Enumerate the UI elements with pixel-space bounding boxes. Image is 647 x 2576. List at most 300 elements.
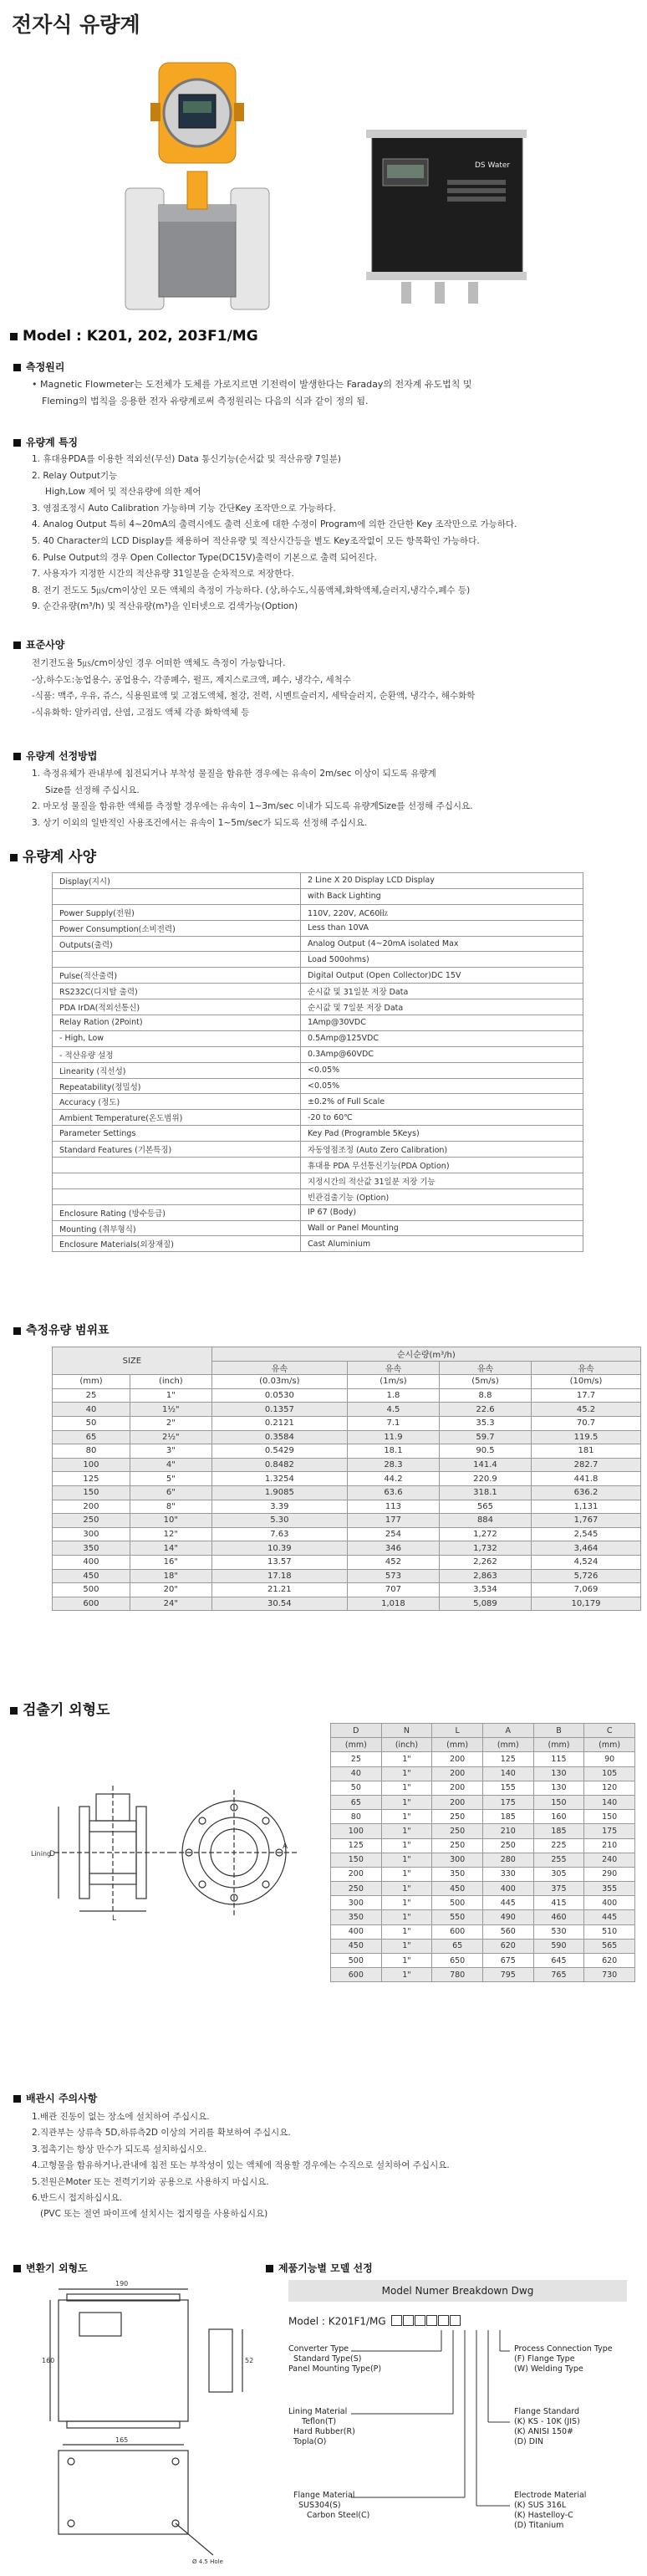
table-cell: 35.3 xyxy=(439,1416,531,1430)
table-cell: 3,464 xyxy=(532,1541,641,1556)
table-cell: 50 xyxy=(53,1416,130,1430)
table-cell: 5.30 xyxy=(211,1514,347,1528)
list-item: High,Low 제어 및 적산유량에 의한 제어 xyxy=(45,487,201,498)
table-cell: 415 xyxy=(533,1896,584,1910)
table-row xyxy=(331,1954,635,1968)
table-cell: 250 xyxy=(432,1810,483,1824)
dim-label-a: A xyxy=(283,1843,288,1851)
table-cell: 330 xyxy=(482,1867,533,1881)
table-cell: 565 xyxy=(584,1939,635,1953)
dim-header: L xyxy=(432,1724,483,1738)
spec-value: <0.05% xyxy=(301,1078,583,1094)
dim-header: C xyxy=(584,1724,635,1738)
table-cell: 105 xyxy=(584,1766,635,1781)
table-cell: 181 xyxy=(532,1444,641,1459)
table-cell: 30.54 xyxy=(211,1597,347,1611)
table-cell: 600 xyxy=(331,1968,382,1982)
principle-heading: 측정원리 xyxy=(13,360,64,374)
list-item: 1. 휴대용PDA를 이용한 적외선(무선) Data 통신기능(순서값 및 적산유량 7일분) xyxy=(32,454,341,464)
table-cell: 240 xyxy=(584,1853,635,1867)
unit-cell: (1m/s) xyxy=(347,1375,439,1389)
table-cell: 140 xyxy=(584,1795,635,1809)
table-cell: 795 xyxy=(482,1968,533,1982)
table-row xyxy=(53,1094,583,1110)
flow-header: 순시순량(m³/h) xyxy=(211,1347,640,1362)
principle-text: • Magnetic Flowmeter는 도전체가 도체를 가로지르면 기전력이 발생한다는 Faraday의 전자계 유도법칙 및 Fleming의 법칙을 응용한 전자 유량계로써 측정원리는 다음의 식과 같이 정의 됨. xyxy=(32,379,472,406)
piping-heading: 배관시 주의사항 xyxy=(13,2091,97,2105)
spec-value: 0.3Amp@60VDC xyxy=(301,1046,583,1062)
bullet-square-icon xyxy=(13,2265,21,2272)
table-cell: 175 xyxy=(482,1795,533,1809)
table-cell: 250 xyxy=(482,1838,533,1853)
table-cell: 5,089 xyxy=(439,1597,531,1611)
table-cell: 11.9 xyxy=(347,1430,439,1444)
spec-value: 지정시간의 적산값 31일분 저장 기능 xyxy=(301,1173,583,1188)
list-item: -상,하수도:농업용수, 공업용수, 각종폐수, 펄프, 제지스로크액, 폐수, 냉각수, 세척수 xyxy=(32,674,351,685)
dim-unit: (mm) xyxy=(482,1738,533,1752)
table-cell: 90 xyxy=(584,1752,635,1766)
spec-label: Pulse(적산출력) xyxy=(53,968,301,984)
table-cell: 65 xyxy=(53,1430,130,1444)
table-cell: 450 xyxy=(53,1569,130,1583)
features-heading: 유량계 특징 xyxy=(13,435,78,449)
flowmeter-image xyxy=(125,63,269,309)
table-cell: 452 xyxy=(347,1555,439,1569)
lining-label: Lining xyxy=(31,1850,52,1858)
list-item: 3. 영점조정시 Auto Calibration 가능하며 기능 간단Key 조작만으로 가능하다. xyxy=(32,503,336,514)
table-row xyxy=(331,1853,635,1867)
bullet-square-icon xyxy=(266,2265,273,2272)
spec-label: Standard Features (기본특징) xyxy=(53,1142,301,1158)
table-row xyxy=(53,904,583,920)
table-cell: 1.9085 xyxy=(211,1485,347,1500)
table-cell: 45.2 xyxy=(532,1403,641,1417)
table-cell: 141.4 xyxy=(439,1458,531,1472)
spec-value: 2 Line X 20 Display LCD Display xyxy=(301,873,583,889)
table-cell: 28.3 xyxy=(347,1458,439,1472)
dim-header: B xyxy=(533,1724,584,1738)
table-cell: 400 xyxy=(584,1896,635,1910)
table-cell: 400 xyxy=(331,1924,382,1939)
applications-list xyxy=(32,656,642,721)
table-cell: 1" xyxy=(381,1853,432,1867)
table-cell: 2,262 xyxy=(439,1555,531,1569)
table-row xyxy=(53,1158,583,1173)
table-row xyxy=(53,1500,641,1514)
table-header-row xyxy=(331,1724,635,1738)
bullet-square-icon xyxy=(10,854,18,861)
spec-label xyxy=(53,1173,301,1188)
table-row xyxy=(53,1597,641,1611)
list-item: -식품: 맥주, 우유, 쥬스, 식용원료액 및 고점도액체, 철강, 전력, 시멘트슬러지, 세탁슬러지, 순환액, 냉각수, 해수화학 xyxy=(32,691,476,702)
table-row xyxy=(53,1110,583,1126)
model-code-boxes xyxy=(391,2315,461,2328)
velocity-header: 유속 xyxy=(439,1361,531,1375)
table-cell: 155 xyxy=(482,1781,533,1795)
table-row xyxy=(331,1896,635,1910)
spec-value: Less than 10VA xyxy=(301,920,583,936)
table-cell: 707 xyxy=(347,1583,439,1597)
table-cell: 600 xyxy=(53,1597,130,1611)
dim-unit: (mm) xyxy=(533,1738,584,1752)
dim-top-label: 190 xyxy=(115,2280,129,2287)
model-breakdown-title: Model Numer Breakdown Dwg xyxy=(288,2280,627,2302)
table-cell: 282.7 xyxy=(532,1458,641,1472)
table-cell: 150 xyxy=(331,1853,382,1867)
table-cell: 290 xyxy=(584,1867,635,1881)
table-cell: 445 xyxy=(482,1896,533,1910)
table-cell: 185 xyxy=(482,1810,533,1824)
table-cell: 400 xyxy=(482,1882,533,1896)
table-cell: 1" xyxy=(381,1795,432,1809)
table-cell: 7.63 xyxy=(211,1527,347,1541)
spec-label xyxy=(53,1188,301,1204)
table-row xyxy=(53,1541,641,1556)
table-cell: 530 xyxy=(533,1924,584,1939)
converter-image xyxy=(366,130,527,304)
list-item: 5.전원은Moter 또는 전력기기와 공용으로 사용하지 마십시요. xyxy=(32,2176,269,2187)
electrode-material-group: Electrode Material (K) SUS 316L (K) Hastelloy-C (D) Titanium xyxy=(514,2491,587,2530)
table-cell: 18.1 xyxy=(347,1444,439,1459)
spec-value: 1Amp@30VDC xyxy=(301,1015,583,1031)
table-cell: 0.2121 xyxy=(211,1416,347,1430)
table-cell: 2" xyxy=(130,1416,211,1430)
table-row xyxy=(53,1569,641,1583)
spec-label: Linearity (직선성) xyxy=(53,1062,301,1078)
table-cell: 175 xyxy=(584,1824,635,1838)
spec-label xyxy=(53,952,301,968)
list-item: -식유화학: 알카리염, 산염, 고점도 액체 각종 화학액체 등 xyxy=(32,707,250,718)
table-cell: 115 xyxy=(533,1752,584,1766)
table-cell: 1,732 xyxy=(439,1541,531,1556)
table-cell: 1½" xyxy=(130,1403,211,1417)
spec-label xyxy=(53,1158,301,1173)
table-cell: 10,179 xyxy=(532,1597,641,1611)
table-cell: 250 xyxy=(432,1824,483,1838)
table-row xyxy=(331,1795,635,1809)
table-cell: 1,018 xyxy=(347,1597,439,1611)
table-row xyxy=(331,1838,635,1853)
table-cell: 450 xyxy=(331,1939,382,1953)
table-cell: 780 xyxy=(432,1968,483,1982)
dim-right-label: 52 xyxy=(245,2357,254,2364)
dim-unit: (mm) xyxy=(432,1738,483,1752)
dim-unit: (mm) xyxy=(584,1738,635,1752)
table-cell: 18" xyxy=(130,1569,211,1583)
table-cell: 500 xyxy=(331,1954,382,1968)
list-item: 2. Relay Output기능 xyxy=(32,470,118,481)
spec-value: ±0.2% of Full Scale xyxy=(301,1094,583,1110)
table-row xyxy=(53,968,583,984)
bullet-square-icon xyxy=(13,439,21,447)
table-cell: 445 xyxy=(584,1910,635,1924)
size-header: SIZE xyxy=(53,1347,212,1375)
table-cell: 8.8 xyxy=(439,1388,531,1403)
detector-drawing xyxy=(29,1769,305,1924)
table-cell: 1,767 xyxy=(532,1514,641,1528)
list-item: 6.반드시 접지하십시요. xyxy=(32,2193,122,2204)
model-left-groups xyxy=(288,2344,389,2521)
table-cell: 280 xyxy=(482,1853,533,1867)
spec-label: Outputs(출력) xyxy=(53,936,301,952)
table-cell: 100 xyxy=(53,1458,130,1472)
applications-heading: 표준사양 xyxy=(13,637,64,652)
spec-label: PDA IrDA(적외선통신) xyxy=(53,999,301,1015)
converter-brand-text: DS Water xyxy=(475,161,511,170)
table-cell: 400 xyxy=(53,1555,130,1569)
dim-header: D xyxy=(331,1724,382,1738)
spec-value: 자동영점조정 (Auto Zero Calibration) xyxy=(301,1142,583,1158)
table-row xyxy=(331,1939,635,1953)
table-cell: 730 xyxy=(584,1968,635,1982)
spec-value: Wall or Panel Mounting xyxy=(301,1220,583,1236)
table-cell: 1.3254 xyxy=(211,1472,347,1486)
converter-type-group: Converter Type Standard Type(S) Panel Mounting Type(P) xyxy=(288,2344,382,2374)
table-row xyxy=(53,1430,641,1444)
table-cell: 573 xyxy=(347,1569,439,1583)
selection-list xyxy=(32,766,642,831)
spec-table-wrap xyxy=(52,872,583,1252)
range-table xyxy=(52,1347,641,1611)
table-cell: 0.5429 xyxy=(211,1444,347,1459)
table-cell: 620 xyxy=(584,1954,635,1968)
unit-cell: (inch) xyxy=(130,1375,211,1389)
table-cell: 3" xyxy=(130,1444,211,1459)
table-cell: 250 xyxy=(432,1838,483,1853)
table-cell: 1" xyxy=(381,1910,432,1924)
table-cell: 510 xyxy=(584,1924,635,1939)
table-cell: 1" xyxy=(381,1838,432,1853)
table-cell: 560 xyxy=(482,1924,533,1939)
table-cell: 177 xyxy=(347,1514,439,1528)
table-cell: 21.21 xyxy=(211,1583,347,1597)
table-cell: 200 xyxy=(432,1766,483,1781)
page-title: 전자식 유량계 xyxy=(12,13,140,37)
table-cell: 250 xyxy=(53,1514,130,1528)
spec-label: Mounting (취부형식) xyxy=(53,1220,301,1236)
spec-label: - 적산유량 설정 xyxy=(53,1046,301,1062)
table-cell: 490 xyxy=(482,1910,533,1924)
spec-value: 휴대용 PDA 무선통신기능(PDA Option) xyxy=(301,1158,583,1173)
table-cell: 7,069 xyxy=(532,1583,641,1597)
table-row xyxy=(53,1173,583,1188)
table-cell: 113 xyxy=(347,1500,439,1514)
table-cell: 300 xyxy=(53,1527,130,1541)
table-row xyxy=(53,1416,641,1430)
table-cell: 6" xyxy=(130,1485,211,1500)
table-cell: 590 xyxy=(533,1939,584,1953)
table-cell: 119.5 xyxy=(532,1430,641,1444)
table-cell: 645 xyxy=(533,1954,584,1968)
velocity-header: 유속 xyxy=(347,1361,439,1375)
table-row xyxy=(53,1126,583,1142)
table-row xyxy=(53,888,583,904)
selection-heading: 유량계 선정방법 xyxy=(13,749,97,763)
table-row xyxy=(331,1766,635,1781)
table-cell: 65 xyxy=(432,1939,483,1953)
table-cell: 125 xyxy=(53,1472,130,1486)
bullet-square-icon xyxy=(10,1707,18,1715)
spec-value: Cast Aluminium xyxy=(301,1236,583,1252)
table-row xyxy=(53,873,583,889)
table-cell: 2,863 xyxy=(439,1569,531,1583)
table-row xyxy=(53,999,583,1015)
table-cell: 3,534 xyxy=(439,1583,531,1597)
table-cell: 255 xyxy=(533,1853,584,1867)
dim-table-wrap xyxy=(330,1723,635,1982)
table-cell: 254 xyxy=(347,1527,439,1541)
table-cell: 0.8482 xyxy=(211,1458,347,1472)
table-cell: 1" xyxy=(381,1954,432,1968)
table-row xyxy=(53,1514,641,1528)
range-table-wrap xyxy=(52,1347,641,1611)
table-cell: 300 xyxy=(331,1896,382,1910)
list-item: 4.고형물을 함유하거나,관내에 침전 또는 부착성이 있는 액체에 적용할 경우에는 수직으로 설치하여 주십시요. xyxy=(32,2160,450,2171)
table-cell: 25 xyxy=(53,1388,130,1403)
table-cell: 0.1357 xyxy=(211,1403,347,1417)
dim-label-d: D xyxy=(49,1850,55,1858)
table-row xyxy=(53,1444,641,1459)
table-cell: 70.7 xyxy=(532,1416,641,1430)
table-cell: 4.5 xyxy=(347,1403,439,1417)
table-cell: 4" xyxy=(130,1458,211,1472)
table-cell: 650 xyxy=(432,1954,483,1968)
table-cell: 130 xyxy=(533,1766,584,1781)
spec-heading: 유량계 사양 xyxy=(10,845,96,866)
velocity-header: 유속 xyxy=(211,1361,347,1375)
table-row xyxy=(53,1375,641,1389)
bullet-square-icon xyxy=(13,2095,21,2103)
table-row xyxy=(53,1030,583,1046)
product-image xyxy=(117,46,527,322)
table-cell: 140 xyxy=(482,1766,533,1781)
bullet-square-icon xyxy=(13,364,21,371)
model-select-heading: 제품기능별 모델 선정 xyxy=(266,2261,373,2275)
bullet-square-icon xyxy=(10,333,18,340)
table-row xyxy=(53,1472,641,1486)
table-row xyxy=(331,1968,635,1982)
list-item: 5. 40 Character의 LCD Display를 채용하여 적산유량 및 적산시간등을 별도 Key조작없이 모든 항목확인 가능하다. xyxy=(32,535,480,546)
table-cell: 210 xyxy=(584,1838,635,1853)
table-cell: 200 xyxy=(331,1867,382,1881)
table-cell: 24" xyxy=(130,1597,211,1611)
spec-label: Accuracy (정도) xyxy=(53,1094,301,1110)
table-row xyxy=(53,1236,583,1252)
spec-value: Load 500ohms) xyxy=(301,952,583,968)
table-cell: 1" xyxy=(381,1968,432,1982)
table-cell: 350 xyxy=(53,1541,130,1556)
table-cell: 765 xyxy=(533,1968,584,1982)
spec-label: Parameter Settings xyxy=(53,1126,301,1142)
table-cell: 200 xyxy=(432,1752,483,1766)
table-cell: 120 xyxy=(584,1781,635,1795)
table-row xyxy=(331,1810,635,1824)
list-item: 8. 전기 전도도 5㎲/cm이상인 모든 액체의 측정이 가능하다. (상,하수도,식품액체,화학액체,슬러지,냉각수,폐수 등) xyxy=(32,585,471,595)
spec-label: Repeatability(정밀성) xyxy=(53,1078,301,1094)
spec-value: 빈관검출기능 (Option) xyxy=(301,1188,583,1204)
table-cell: 80 xyxy=(331,1810,382,1824)
dim-label-l: L xyxy=(112,1914,117,1923)
table-cell: 13.57 xyxy=(211,1555,347,1569)
table-cell: 441.8 xyxy=(532,1472,641,1486)
dim-header: N xyxy=(381,1724,432,1738)
table-cell: 636.2 xyxy=(532,1485,641,1500)
spec-value: Digital Output (Open Collector)DC 15V xyxy=(301,968,583,984)
table-cell: 1" xyxy=(381,1924,432,1939)
unit-cell: (0.03m/s) xyxy=(211,1375,347,1389)
table-row xyxy=(331,1882,635,1896)
table-cell: 350 xyxy=(432,1867,483,1881)
dim-unit: (mm) xyxy=(331,1738,382,1752)
table-cell: 500 xyxy=(432,1896,483,1910)
table-cell: 22.6 xyxy=(439,1403,531,1417)
table-cell: 225 xyxy=(533,1838,584,1853)
spec-value: Key Pad (Programble 5Keys) xyxy=(301,1126,583,1142)
table-cell: 2,545 xyxy=(532,1527,641,1541)
table-cell: 1" xyxy=(381,1896,432,1910)
model-code: Model : K201F1/MG xyxy=(288,2315,461,2328)
spec-label: Relay Ration (2Point) xyxy=(53,1015,301,1031)
table-cell: 300 xyxy=(432,1853,483,1867)
table-row xyxy=(53,1204,583,1220)
spec-value: 순시값 및 31일분 저장 Data xyxy=(301,984,583,999)
table-cell: 8" xyxy=(130,1500,211,1514)
list-item: 2.직관부는 상류측 5D,하류측2D 이상의 거리를 확보하여 주십시요. xyxy=(32,2128,291,2139)
table-row xyxy=(53,1015,583,1031)
table-cell: 3.39 xyxy=(211,1500,347,1514)
dim-bottom-label: 165 xyxy=(115,2436,129,2444)
table-cell: 185 xyxy=(533,1824,584,1838)
table-cell: 200 xyxy=(432,1795,483,1809)
table-row xyxy=(53,1046,583,1062)
dim-header: A xyxy=(482,1724,533,1738)
model-heading: Model : K201, 202, 203F1/MG xyxy=(10,328,258,345)
spec-table xyxy=(52,872,583,1252)
table-cell: 50 xyxy=(331,1781,382,1795)
table-cell: 1,272 xyxy=(439,1527,531,1541)
table-cell: 318.1 xyxy=(439,1485,531,1500)
dim-hole-label: Ø 4.5 Hole xyxy=(192,2558,223,2565)
flange-material-group: Flange Material SUS304(S) Carbon Steel(C) xyxy=(293,2491,370,2520)
table-cell: 675 xyxy=(482,1954,533,1968)
table-row xyxy=(331,1924,635,1939)
table-cell: 1" xyxy=(381,1939,432,1953)
table-cell: 350 xyxy=(331,1910,382,1924)
table-cell: 450 xyxy=(432,1882,483,1896)
table-cell: 5" xyxy=(130,1472,211,1486)
table-cell: 565 xyxy=(439,1500,531,1514)
list-item: 3.접촉기는 항상 만수가 되도록 설치하십시오. xyxy=(32,2144,207,2154)
table-header-row xyxy=(331,1738,635,1752)
table-cell: 1" xyxy=(381,1752,432,1766)
table-cell: 600 xyxy=(432,1924,483,1939)
table-cell: 200 xyxy=(53,1500,130,1514)
list-item: 1.배관 진동이 없는 장소에 설치하여 주십시요. xyxy=(32,2112,210,2122)
spec-label: Power Supply(전원) xyxy=(53,904,301,920)
spec-value: -20 to 60℃ xyxy=(301,1110,583,1126)
table-row xyxy=(331,1752,635,1766)
table-row xyxy=(331,1824,635,1838)
table-cell: 1,131 xyxy=(532,1500,641,1514)
table-cell: 150 xyxy=(584,1810,635,1824)
table-row xyxy=(53,1485,641,1500)
table-cell: 1" xyxy=(381,1824,432,1838)
table-row xyxy=(331,1867,635,1881)
spec-value: <0.05% xyxy=(301,1062,583,1078)
list-item: 7. 사용자가 지정한 시간의 적산유량 31일분을 순차적으로 저장한다. xyxy=(32,569,294,580)
table-row xyxy=(53,1388,641,1403)
list-item: 4. Analog Output 특히 4~20mA의 출력시에도 출력 신호에 대한 수정이 Program에 의한 간단한 Key 조작만으로 가능하다. xyxy=(32,519,517,530)
